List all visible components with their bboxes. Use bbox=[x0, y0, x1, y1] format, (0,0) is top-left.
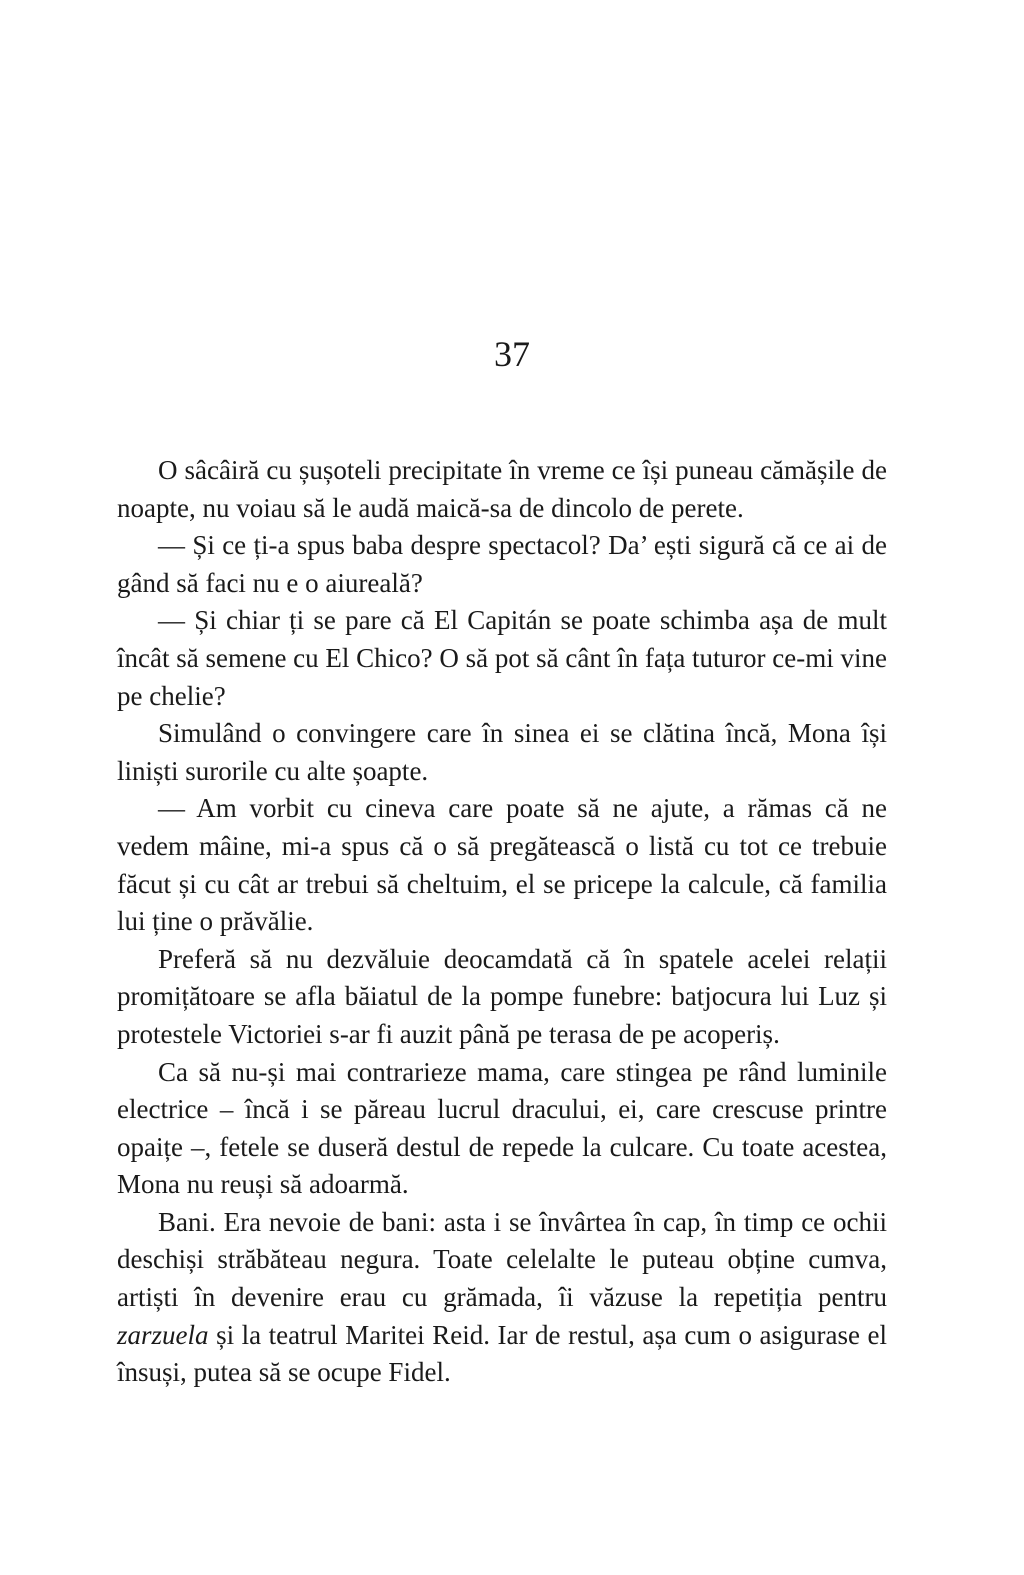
paragraph-text: și la teatrul Maritei Reid. Iar de restul, așa cum o asigurase el însuși, putea să se ocupe Fidel. bbox=[117, 1319, 887, 1388]
paragraph: — Am vorbit cu cineva care poate să ne ajute, a rămas că ne vedem mâine, mi-a spus că o să pregătească o listă cu tot ce trebuie făcut și cu cât ar trebui să cheltuim, el se pricepe la calcule, că familia lui ține o prăvălie. bbox=[117, 793, 887, 937]
paragraph: O sâcâiră cu șușoteli precipitate în vreme ce își puneau cămășile de noapte, nu voiau să le audă maică-sa de dincolo de perete. bbox=[117, 455, 887, 523]
paragraph-text: Bani. Era nevoie de bani: asta i se învârtea în cap, în timp ce ochii deschiși străbăteau negura. Toate celelalte le puteau obține cumva, artiști în devenire erau cu grămada, îi văzuse la repetiția pentru bbox=[117, 1206, 887, 1313]
paragraph: Preferă să nu dezvăluie deocamdată că în spatele acelei relații promițătoare se afla băiatul de la pompe funebre: batjocura lui Luz și protestele Victoriei s-ar fi auzit până pe terasa de pe acoperiș. bbox=[117, 943, 887, 1049]
paragraph: — Și chiar ți se pare că El Capitán se poate schimba așa de mult încât să semene cu El Chico? O să pot să cânt în fața tuturor ce-mi vine pe chelie? bbox=[117, 605, 887, 711]
paragraph-last bbox=[117, 1204, 887, 1392]
chapter-body bbox=[117, 452, 887, 1392]
paragraph: — Și ce ți-a spus baba despre spectacol? Da’ ești sigură că ce ai de gând să faci nu e o aiureală? bbox=[117, 530, 887, 598]
chapter-number: 37 bbox=[494, 334, 530, 374]
italic-term: zarzuela bbox=[117, 1319, 209, 1350]
paragraph: Simulând o convingere care în sinea ei se clătina încă, Mona își liniști surorile cu alte șoapte. bbox=[117, 718, 887, 786]
paragraph: Ca să nu-și mai contrarieze mama, care stingea pe rând luminile electrice – încă i se păreau lucrul dracului, ei, care crescuse printre opaițe –, fetele se duseră destul de repede la culcare. Cu toate acestea, Mona nu reuși să adoarmă. bbox=[117, 1056, 887, 1200]
